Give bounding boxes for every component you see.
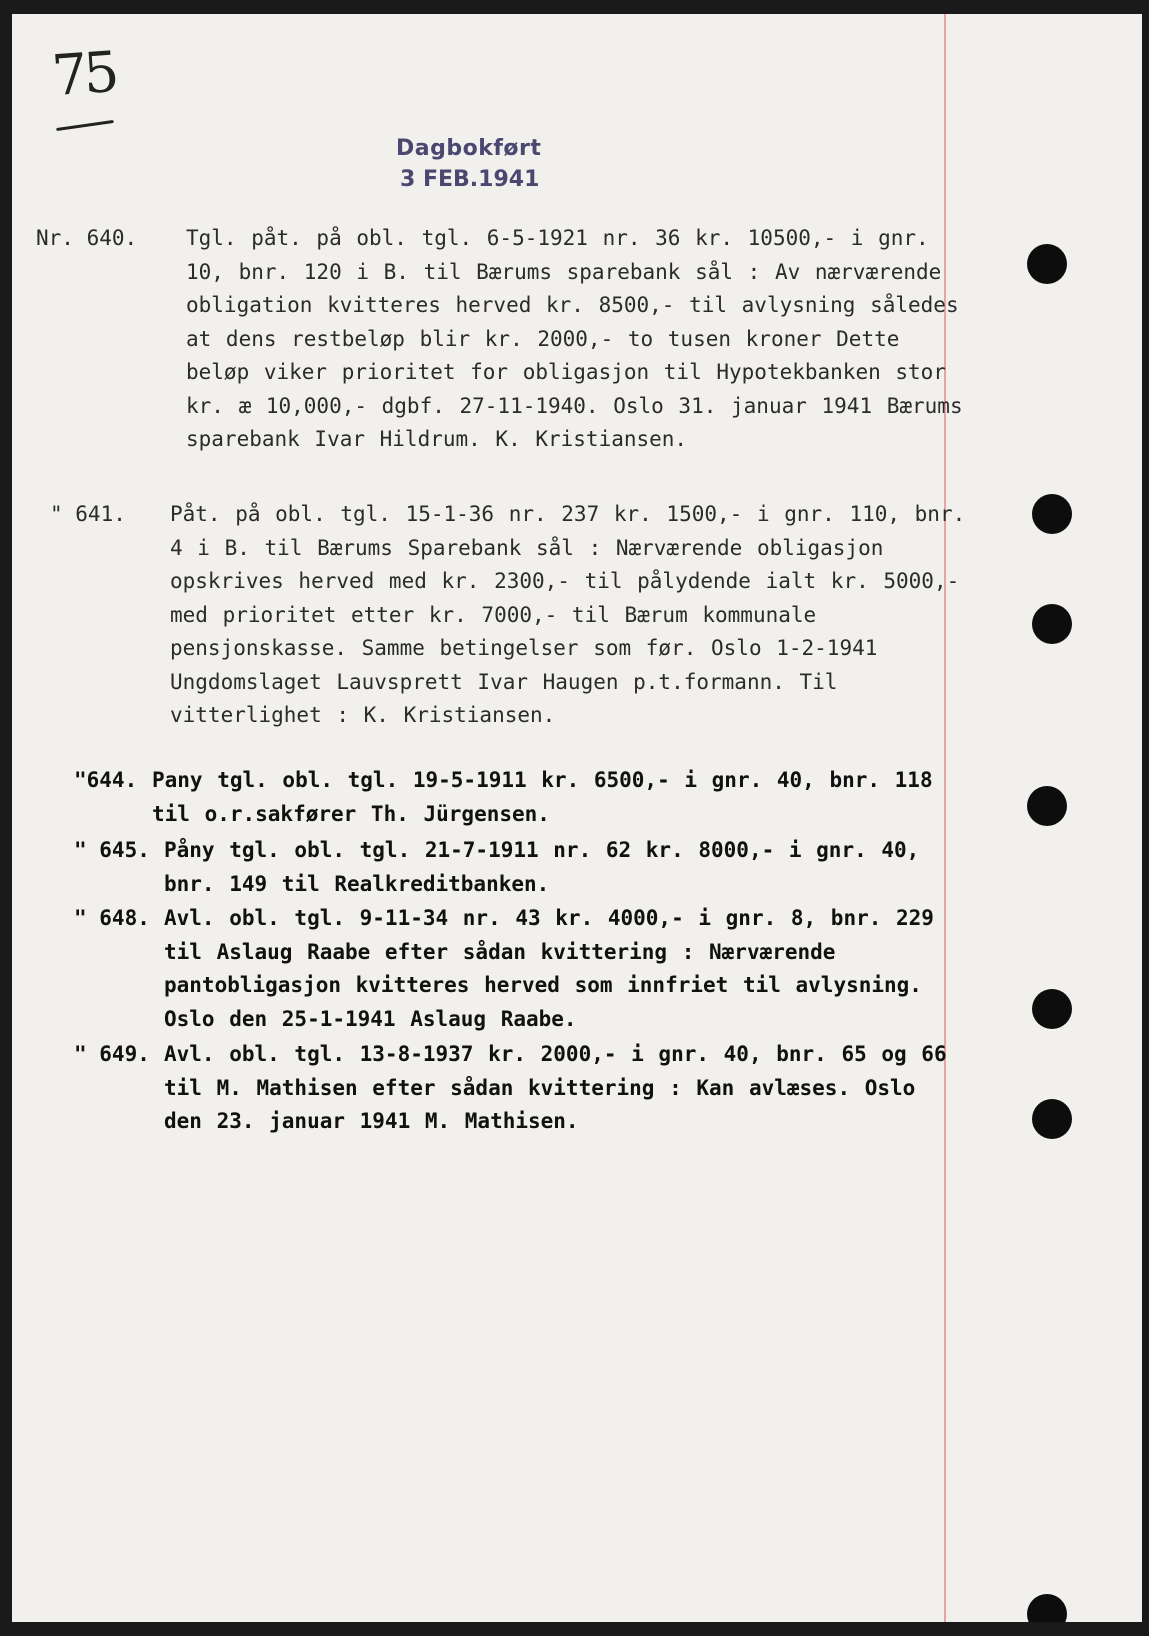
entry-644 <box>74 764 966 831</box>
punch-hole-icon <box>1032 1099 1072 1139</box>
punch-hole-icon <box>1027 1594 1067 1622</box>
document-page <box>12 14 1142 1622</box>
entry-649 <box>74 1038 966 1139</box>
punch-hole-icon <box>1032 989 1072 1029</box>
punch-hole-icon <box>1027 786 1067 826</box>
entry-number: " 648. <box>74 906 150 930</box>
entry-number: " 645. <box>74 838 150 862</box>
stamp-title: Dagbokført <box>396 136 542 161</box>
entry-number: " 649. <box>74 1042 150 1066</box>
entry-640 <box>36 222 966 457</box>
entry-text: Avl. obl. tgl. 13-8-1937 kr. 2000,- i gnr. 40, bnr. 65 og 66 til M. Mathisen efter sådan kvittering : Kan avlæses. Oslo den 23. januar 1941 M. Mathisen. <box>164 1042 947 1133</box>
punch-hole-icon <box>1032 494 1072 534</box>
date-stamp <box>396 136 541 192</box>
entry-number: Nr. 640. <box>36 226 138 250</box>
entry-text: Påny tgl. obl. tgl. 21-7-1911 nr. 62 kr. 8000,- i gnr. 40, bnr. 149 til Realkreditbanken. <box>164 838 920 896</box>
entry-641 <box>50 498 980 733</box>
entry-text: Påt. på obl. tgl. 15-1-36 nr. 237 kr. 1500,- i gnr. 110, bnr. 4 i B. til Bærums Sparebank sål : Nærværende obligasjon opskrives herved med kr. 2300,- til pålydende ialt kr. 5000,- med prioritet etter kr. 7000,- til Bærum kommunale pensjonskasse. Samme betingelser som før. Oslo 1-2-1941 Ungdomslaget Lauvsprett Ivar Haugen p.t.formann. Til vitterlighet : K. Kristiansen. <box>170 502 966 727</box>
entry-645 <box>74 834 966 901</box>
punch-hole-icon <box>1032 604 1072 644</box>
folio-underline <box>56 120 114 131</box>
folio-number: 75 <box>49 39 118 110</box>
stamp-date: 3 FEB.1941 <box>400 167 540 192</box>
entry-648 <box>74 902 966 1036</box>
punch-hole-icon <box>1027 244 1067 284</box>
entry-number: "644. <box>74 768 138 792</box>
entry-number: " 641. <box>50 502 126 526</box>
entry-text: Tgl. påt. på obl. tgl. 6-5-1921 nr. 36 kr. 10500,- i gnr. 10, bnr. 120 i B. til Bærums sparebank sål : Av nærværende obligation kvitteres herved kr. 8500,- til avlysning således at dens restbeløp blir kr. 2000,- to tusen kroner Dette beløp viker prioritet for obligasjon til Hypotekbanken stor kr. æ 10,000,- dgbf. 27-11-1940. Oslo 31. januar 1941 Bærums sparebank Ivar Hildrum. K. Kristiansen. <box>186 226 963 451</box>
entry-text: Pany tgl. obl. tgl. 19-5-1911 kr. 6500,- i gnr. 40, bnr. 118 til o.r.sakfører Th. Jürgensen. <box>152 768 933 826</box>
entry-text: Avl. obl. tgl. 9-11-34 nr. 43 kr. 4000,- i gnr. 8, bnr. 229 til Aslaug Raabe efter sådan kvittering : Nærværende pantobligasjon kvitteres herved som innfriet til avlysning. Oslo den 25-1-1941 Aslaug Raabe. <box>164 906 934 1031</box>
